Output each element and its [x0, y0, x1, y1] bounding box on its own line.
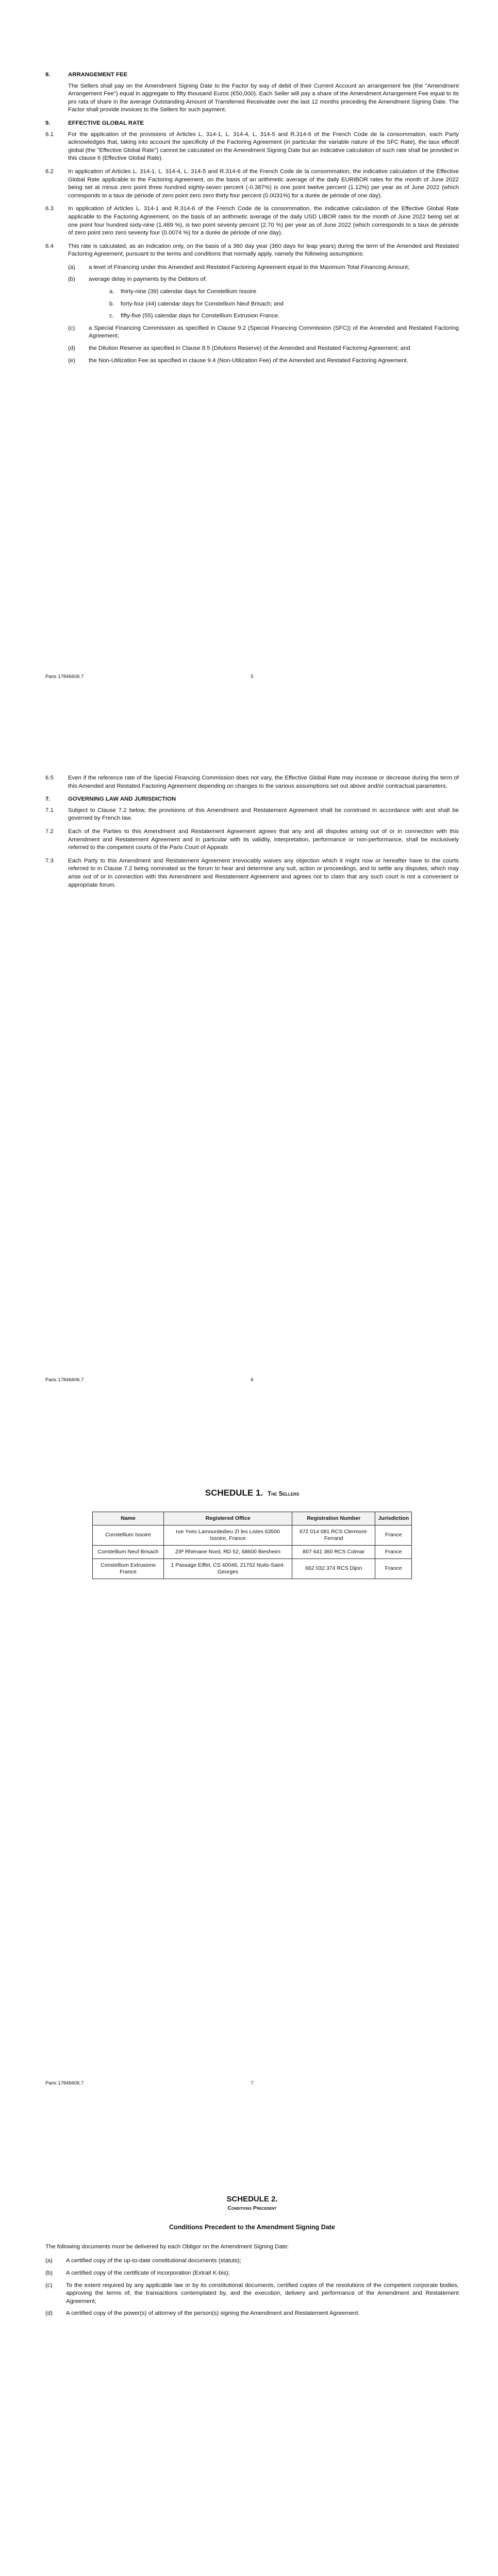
- section-heading-effective-global-rate: 9. EFFECTIVE GLOBAL RATE: [45, 120, 144, 126]
- conditions-heading: Conditions Precedent to the Amendment Signing Date: [169, 2224, 335, 2231]
- sub-list-item: a. thirty-nine (39) calendar days for Constellium Issoire: [109, 289, 257, 295]
- table-row: [93, 1525, 412, 1545]
- sellers-table: [92, 1512, 412, 1579]
- table-cell: France: [375, 1558, 412, 1579]
- schedule-subtitle: The Sellers: [267, 1490, 300, 1497]
- page-number: 5: [251, 674, 254, 680]
- clause: 7.3 Each Party to this Amendment and Restatement Agreement irrevocably waives any objection which it might now or hereafter have to the courts referred to in Clause 7.2 being nominated as the forum to hear and determine any suit, action or proceedings, and to settle any disputes, which may arise out of or in connection with this Amendment and Restatement Agreement and agrees not to claim that any such court is not a convenient or appropriate forum.: [45, 857, 459, 888]
- column-header: Registered Office: [164, 1512, 292, 1525]
- list-item: (a) A certified copy of the up-to-date constitutional documents (statuts);: [45, 2258, 242, 2264]
- list-item: (b) A certified copy of the certificate of incorporation (Extrait K-bis);: [45, 2269, 230, 2276]
- schedule-title: SCHEDULE 2.: [226, 2195, 278, 2204]
- footer-reference: Paris 17846606.7: [45, 2080, 84, 2086]
- arrangement-fee-text: The Sellers shall pay on the Amendment Signing Date to the Factor by way of debit of their Current Account an arrangement fee (the "Amendment Arrangement Fee") equal in aggregate to fifty thousand Euros (€50,000). Each Seller will pay a share of the Amendment Arrangement Fee equal to its pro rata of share in the average Outstanding Amount of Transferred Receivable over the last 12 months preceding the Amendment Signing Date. The Factor shall provide invoices to the Sellers for such payment.: [68, 82, 459, 113]
- table-cell: rue Yves Lamourdedieu ZI les Listes 63500 Issoire, France: [164, 1525, 292, 1545]
- schedule-subtitle: Conditions Precedent: [227, 2205, 277, 2211]
- document-page-6: [0, 703, 498, 1406]
- list-item: (e) the Non-Utilization Fee as specified in clause 9.4 (Non-Utilization Fee) of the Amended and Restated Factoring Agreement.: [68, 357, 408, 364]
- clause: 6.5 Even if the reference rate of the Special Financing Commission does not vary, the Effective Global Rate may increase or decrease during the term of this Amended and Restated Factoring Agreement depending on changes to the various assumptions set out above and/or contractual parameters.: [45, 775, 459, 789]
- page-number: 6: [251, 1377, 254, 1383]
- list-item: (d) the Dilution Reserve as specified in Clause 8.5 (Dilutions Reserve) of the Amended and Restated Factoring Agreement; and: [68, 345, 410, 352]
- clause: 6.2 In application of Articles L. 314-1, L. 314-4, L. 314-5 and R.314-6 of the French Code de la consommation, the indicative calculation of the Effective Global Rate applicable to the Factoring Agreement, on the basis of an arithmetic average of the daily EURIBOR rates for the month of June 2022 being set at minus zero point three hundred eighty-seven percent (-0.387%) is one point twelve percent (1.12%) per year as of June 2022 (which corresponds to a taux de période of zero point zero zero thirty four percent (0.0031%) for a durée de période of one day).: [45, 168, 459, 199]
- column-header: Name: [93, 1512, 164, 1525]
- table-row: [93, 1558, 412, 1579]
- table-cell: Constellium Issoire: [93, 1525, 164, 1545]
- page-number: 7: [251, 2080, 254, 2086]
- section-heading-arrangement-fee: 8. ARRANGEMENT FEE: [45, 72, 128, 78]
- table-cell: France: [375, 1545, 412, 1558]
- sub-list-item: b. forty-four (44) calendar days for Constellium Neuf Brisach; and: [109, 300, 284, 307]
- document-page-8: [0, 2110, 498, 2576]
- schedule-title: SCHEDULE 1. The Sellers: [205, 1488, 300, 1498]
- list-item: (c) To the extent required by any applicable law or by its constitutional documents, certified copies of the resolutions of the competent corporate bodies, approving the terms of, the transactions contemplated by, and the execution, delivery and performance of the Amendment and Restatement Agreement;: [45, 2282, 459, 2304]
- document-page-5: [0, 0, 498, 703]
- table-row: [93, 1545, 412, 1558]
- clause: 6.4 This rate is calculated, as an indication only, on the basis of a 360 day year (360 days for leap years) during the term of the Amended and Restated Factoring Agreement, pursuant to the terms and conditions that normally apply, namely the following assumptions:: [45, 243, 459, 258]
- sub-list-item: c. fifty-five (55) calendar days for Constellium Extrusion France.: [109, 313, 280, 319]
- document-page-7: [0, 1406, 498, 2110]
- table-cell: France: [375, 1525, 412, 1545]
- table-header-row: [93, 1512, 412, 1525]
- list-item: (d) A certified copy of the power(s) of attorney of the person(s) signing the Amendment and Restatement Agreement.: [45, 2310, 360, 2317]
- column-header: Jurisdiction: [375, 1512, 412, 1525]
- list-item: (a) a level of Financing under this Amended and Restated Factoring Agreement equal to the Maximum Total Financing Amount;: [68, 264, 410, 270]
- table-cell: 807 641 360 RCS Colmar: [292, 1545, 375, 1558]
- table-cell: 672 014 081 RCS Clermont-Ferrand: [292, 1525, 375, 1545]
- footer-reference: Paris 17846606.7: [45, 674, 84, 680]
- clause: 7.1 Subject to Clause 7.2 below, the provisions of this Amendment and Restatement Agreement shall be construed in accordance with and shall be governed by French law.: [45, 807, 459, 822]
- table-cell: 662 032 374 RCS Dijon: [292, 1558, 375, 1579]
- list-item: (b) average delay in payments by the Debtors of:: [68, 276, 207, 283]
- clause: 6.1 For the application of the provisions of Articles L. 314-1, L. 314-4, L. 314-5 and R.314-6 of the French Code de la consommation, each Party acknowledges that, taking into account the specificity of the Factoring Agreement (in particular the variable nature of the SFC Rate), the taux effectif global (the "Effective Global Rate") cannot be calculated on the Amendment Signing Date but an indicative calculation of such rate shall be provided in this clause 6 (Effective Global Rate).: [45, 131, 459, 162]
- column-header: Registration Number: [292, 1512, 375, 1525]
- table-cell: 1 Passage Eiffel, CS 40046, 21702 Nuits-Saint-Georges: [164, 1558, 292, 1579]
- section-heading-governing-law: 7. GOVERNING LAW AND JURISDICTION: [45, 796, 176, 803]
- table-cell: ZIP Rhénane Nord, RD 52, 68600 Biesheim: [164, 1545, 292, 1558]
- footer-reference: Paris 17846606.7: [45, 1377, 84, 1383]
- list-item: (c) a Special Financing Commission as specified in Clause 9.2 (Special Financing Commission (SFC)) of the Amended and Restated Factoring Agreement;: [68, 325, 459, 340]
- table-cell: Constellium Neuf Brisach: [93, 1545, 164, 1558]
- conditions-intro: The following documents must be delivered by each Obligor on the Amendment Signing Date:: [45, 2243, 289, 2250]
- table-cell: Constellium Extrusions France: [93, 1558, 164, 1579]
- clause: 7.2 Each of the Parties to this Amendment and Restatement Agreement agrees that any and all disputes arising out of or in connection with this Amendment and Restatement Agreement and in particular with its validity, interpretation, performance or non-performance, shall be exclusively referred to the competent courts of the Paris Court of Appeals: [45, 828, 459, 851]
- clause: 6.3 In application of Articles L. 314-1 and R.314-6 of the French Code de la consommation, the indicative calculation of the Effective Global Rate applicable to the Factoring Agreement, on the basis of an arithmetic average of the daily USD LIBOR rates for the month of June 2022 being set at one point four hundred sixty-nine (1.469 %), is two point seventy percent (2.70 %) per year as of June 2022 (which corresponds to a taux de période of zero point zero zero seventy four (0.0074 %) for a durée de période of one day).: [45, 206, 459, 236]
